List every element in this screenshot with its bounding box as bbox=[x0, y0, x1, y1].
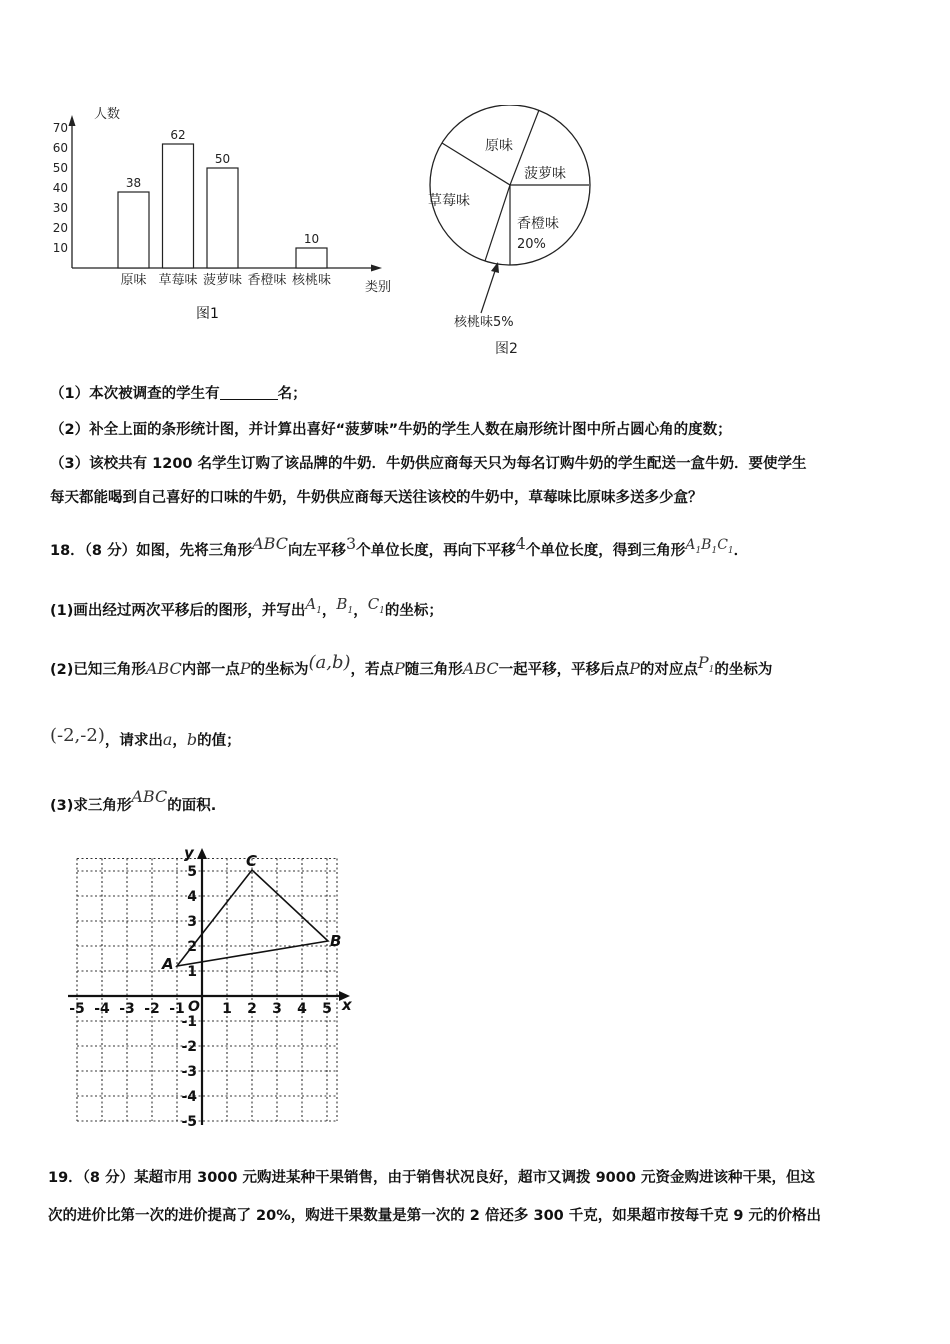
y-tick-label: 30 bbox=[52, 201, 68, 215]
math-abc: ABC bbox=[145, 659, 182, 678]
bar bbox=[207, 168, 238, 268]
text: 内部一点 bbox=[181, 662, 240, 678]
coordinate-grid bbox=[60, 840, 370, 1140]
x-tick-label: -4 bbox=[94, 1001, 110, 1017]
bar-value-label: 50 bbox=[214, 152, 231, 166]
math-p: P bbox=[239, 659, 251, 678]
point-label-c: C bbox=[246, 852, 258, 870]
math-sub: 1 bbox=[711, 546, 718, 556]
x-tick-label: 1 bbox=[222, 1001, 232, 1017]
x-axis-label: 类别 bbox=[365, 280, 392, 295]
x-tick-label: -1 bbox=[169, 1001, 185, 1017]
bar bbox=[163, 144, 194, 268]
origin-label: O bbox=[188, 999, 200, 1015]
q18-intro-end: ． bbox=[733, 543, 749, 559]
math-sub: 1 bbox=[708, 665, 715, 675]
q18-intro-text-2: 向左平移 bbox=[287, 543, 346, 559]
math-abc: ABC bbox=[462, 659, 499, 678]
y-tick-label: -2 bbox=[181, 1039, 197, 1055]
y-tick-label: -5 bbox=[181, 1114, 197, 1130]
bar bbox=[118, 192, 149, 268]
math-sub: 1 bbox=[347, 606, 354, 616]
y-tick-label: -4 bbox=[181, 1089, 197, 1105]
point-label-b: B bbox=[330, 932, 342, 950]
category-label: 核桃味 bbox=[291, 273, 332, 288]
pie-label-orange: 香橙味 bbox=[517, 216, 559, 232]
y-axis-label: y bbox=[184, 844, 194, 862]
math-a1: A bbox=[685, 537, 696, 553]
math-b1-letter: B bbox=[336, 595, 348, 613]
math-sub: 1 bbox=[727, 546, 734, 556]
math-coord: (-2,-2) bbox=[50, 725, 105, 746]
math-p: P bbox=[629, 659, 640, 678]
text: ，请求出 bbox=[104, 733, 163, 749]
category-label: 菠萝味 bbox=[202, 273, 243, 288]
math-c1: C bbox=[717, 537, 728, 553]
walnut-callout-label: 核桃味5% bbox=[454, 315, 514, 330]
pie-label-orange-percent: 20% bbox=[517, 237, 546, 252]
bar-value-label: 62 bbox=[170, 128, 186, 142]
y-axis-label: 人数 bbox=[94, 107, 121, 122]
text: 的坐标为 bbox=[250, 662, 309, 678]
q17-part1 bbox=[50, 384, 307, 404]
math-a1-letter: A bbox=[305, 595, 317, 613]
x-tick-label: -5 bbox=[69, 1001, 85, 1017]
x-tick-label: 4 bbox=[297, 1001, 307, 1017]
y-tick-label: 10 bbox=[52, 241, 68, 255]
math-c1-letter: C bbox=[367, 595, 380, 613]
q17-part3-line2: 每天都能喝到自己喜好的口味的牛奶，牛奶供应商每天送往该校的牛奶中，草莓味比原味多送多少盒？ bbox=[50, 490, 703, 506]
y-tick-label: 2 bbox=[187, 939, 197, 955]
math-a1 bbox=[305, 595, 322, 616]
y-ticks bbox=[53, 121, 68, 255]
point-label-a: A bbox=[162, 955, 174, 973]
figure2-caption: 图2 bbox=[495, 341, 518, 357]
math-4: 4 bbox=[515, 534, 526, 553]
pie-label-original: 原味 bbox=[485, 138, 513, 154]
q18-part1 bbox=[50, 594, 443, 621]
q18-intro-text-3: 个单位长度，再向下平移 bbox=[356, 543, 516, 559]
comma: ， bbox=[321, 603, 337, 619]
math-abc: ABC bbox=[252, 534, 288, 553]
text: (3)求三角形 bbox=[50, 798, 132, 814]
x-tick-label: -2 bbox=[144, 1001, 160, 1017]
math-sub: 1 bbox=[379, 606, 385, 616]
answer-blank[interactable] bbox=[220, 385, 278, 400]
category-labels bbox=[120, 272, 331, 288]
math-3: 3 bbox=[345, 534, 357, 553]
grid-lines bbox=[77, 859, 337, 1122]
category-label: 草莓味 bbox=[158, 273, 198, 288]
math-b1: B bbox=[701, 537, 712, 553]
math-b: b bbox=[186, 730, 198, 749]
math-sub: 1 bbox=[695, 546, 702, 556]
q17-part1-suffix: 名； bbox=[277, 386, 307, 402]
y-tick-label: 50 bbox=[52, 161, 68, 175]
text: (2)已知三角形 bbox=[50, 662, 146, 678]
pie-label-pineapple: 菠萝味 bbox=[524, 166, 566, 182]
text: 随三角形 bbox=[404, 662, 463, 678]
q18-part1-text: (1)画出经过两次平移后的图形，并写出 bbox=[50, 603, 306, 619]
y-tick-label: 70 bbox=[52, 121, 68, 135]
q18-intro bbox=[50, 534, 748, 561]
y-tick-label: 5 bbox=[187, 864, 197, 880]
math-a1b1c1 bbox=[685, 537, 734, 556]
q18-part2-line1 bbox=[50, 653, 772, 680]
y-tick-label: 40 bbox=[52, 181, 68, 195]
y-tick-label: 1 bbox=[187, 964, 197, 980]
q19-line2: 次的进价比第一次的进价提高了 20%，购进干果数量是第一次的 2 倍还多 300 千克，如果超市按每千克 9 元的价格出 bbox=[48, 1208, 821, 1224]
q18-part3 bbox=[50, 787, 216, 816]
q18-part1-end: 的坐标； bbox=[384, 603, 443, 619]
y-axis-arrow bbox=[69, 115, 76, 126]
pie-chart bbox=[420, 105, 600, 365]
pie-label-strawberry: 草莓味 bbox=[428, 193, 470, 209]
y-tick-label: 3 bbox=[187, 914, 197, 930]
math-p1 bbox=[697, 653, 715, 675]
figure1-caption: 图1 bbox=[196, 306, 219, 322]
math-a: a bbox=[162, 730, 173, 749]
math-b1 bbox=[336, 595, 354, 616]
x-axis-label: x bbox=[342, 996, 352, 1014]
text: 的对应点 bbox=[639, 662, 698, 678]
q18-intro-text: 18．（8 分）如图，先将三角形 bbox=[50, 543, 253, 559]
q18-intro-text-4: 个单位长度，得到三角形 bbox=[525, 543, 686, 559]
q17-part2: （2）补全上面的条形统计图，并计算出喜好“菠萝味”牛奶的学生人数在扇形统计图中所占圆心角的度数； bbox=[50, 422, 732, 438]
y-tick-label: -1 bbox=[181, 1014, 197, 1030]
comma: ， bbox=[353, 603, 368, 619]
text: ，若点 bbox=[350, 662, 394, 678]
x-tick-labels bbox=[69, 1001, 332, 1017]
text: 一起平移，平移后点 bbox=[498, 662, 630, 678]
category-label: 原味 bbox=[120, 273, 147, 288]
callout-pointer-line bbox=[481, 271, 495, 313]
bar-chart bbox=[40, 95, 410, 330]
math-p: P bbox=[394, 659, 405, 678]
math-ab: (a,b) bbox=[308, 652, 351, 673]
comma: ， bbox=[172, 733, 187, 749]
text: 的面积. bbox=[167, 798, 217, 814]
bar-value-label: 10 bbox=[303, 232, 320, 246]
text: 的值； bbox=[197, 733, 241, 749]
bar bbox=[296, 248, 327, 268]
q18-part2-line2 bbox=[50, 726, 241, 751]
q17-part3-line1: （3）该校共有 1200 名学生订购了该品牌的牛奶．牛奶供应商每天只为每名订购牛奶的学生配送一盒牛奶．要使学生 bbox=[50, 456, 807, 472]
math-abc: ABC bbox=[131, 787, 168, 806]
q17-part1-text: （1）本次被调查的学生有 bbox=[50, 386, 220, 402]
pie-divider-5 bbox=[485, 185, 510, 261]
category-label: 香橙味 bbox=[247, 273, 287, 288]
y-tick-label: -3 bbox=[181, 1064, 197, 1080]
x-tick-label: 2 bbox=[247, 1001, 257, 1017]
math-c1 bbox=[367, 595, 385, 616]
y-tick-label: 20 bbox=[52, 221, 68, 235]
bar-value-label: 38 bbox=[125, 176, 142, 190]
x-tick-label: 5 bbox=[322, 1001, 332, 1017]
y-tick-label: 4 bbox=[187, 889, 197, 905]
q19-line1: 19．（8 分）某超市用 3000 元购进某种干果销售，由于销售状况良好，超市又调拨 9000 元资金购进该种干果，但这 bbox=[48, 1170, 815, 1186]
text: 的坐标为 bbox=[714, 662, 773, 678]
x-tick-label: 3 bbox=[272, 1001, 282, 1017]
x-tick-label: -3 bbox=[119, 1001, 135, 1017]
y-axis-arrow bbox=[197, 848, 207, 859]
y-tick-label: 60 bbox=[52, 141, 68, 155]
x-axis-arrow bbox=[371, 265, 382, 272]
math-p1-letter: P bbox=[697, 653, 709, 672]
math-sub: 1 bbox=[316, 606, 322, 616]
